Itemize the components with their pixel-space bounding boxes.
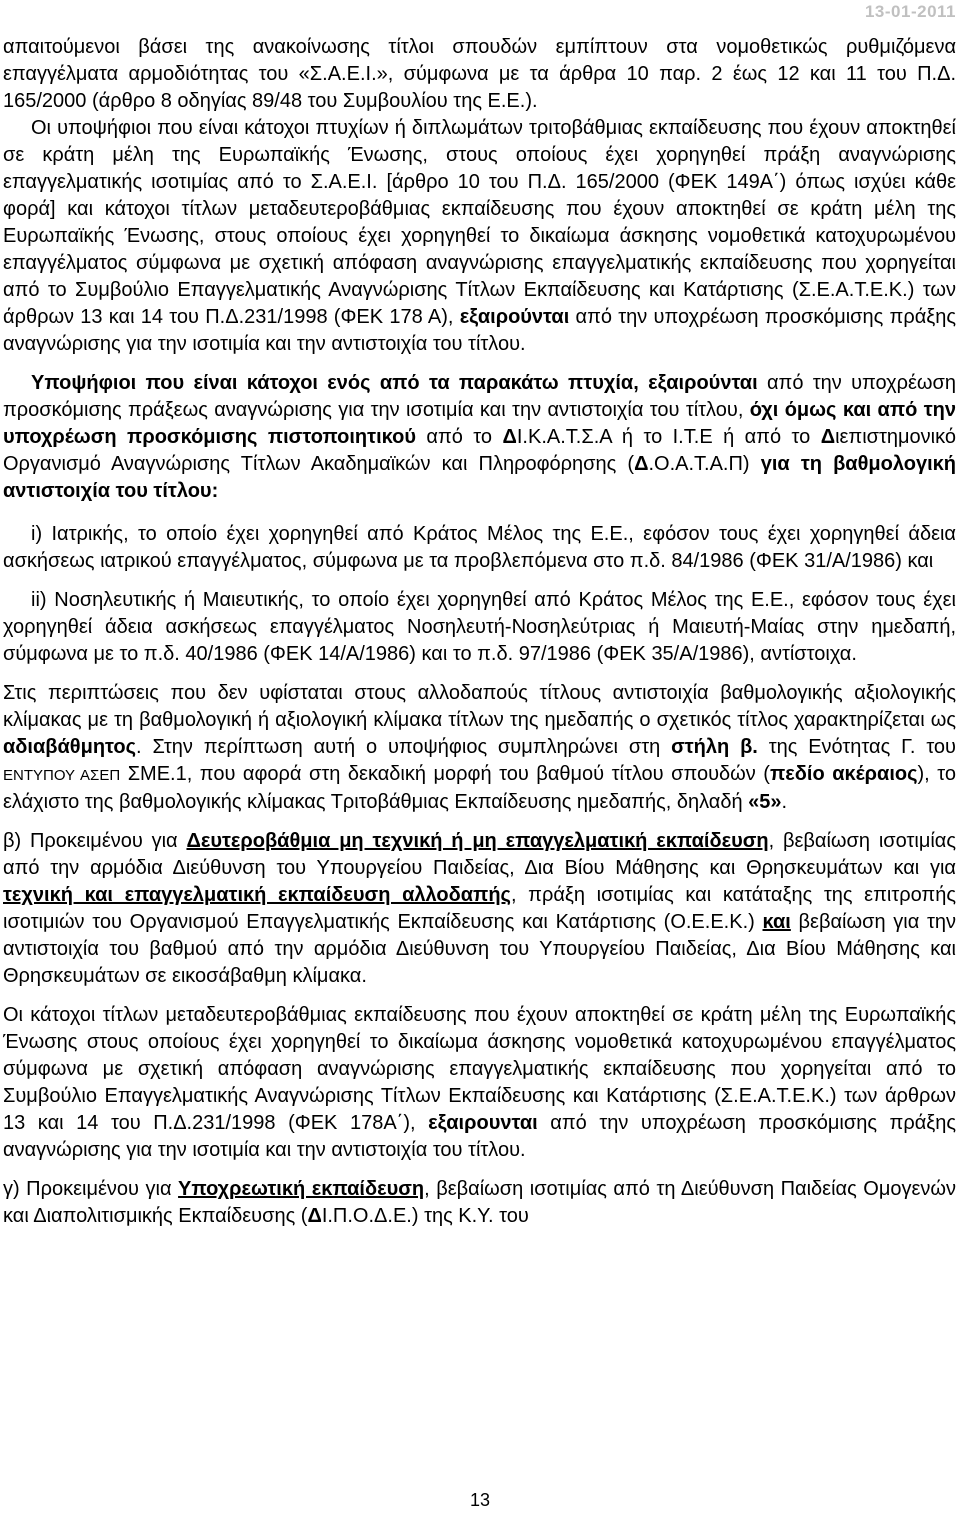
emphasis-text: τεχνική και επαγγελματική εκπαίδευση αλλοδαπής: [3, 884, 511, 906]
list-item-text: ii) Νοσηλευτικής ή Μαιευτικής, το οποίο έχει χορηγηθεί από Κράτος Μέλος της Ε.Ε., εφόσον τους έχει χορηγηθεί άδεια ασκήσεως επαγγέλματος Νοσηλευτή-Νοσηλεύτριας ή Μαιευτή-Μαίας στην ημεδαπή, σύμφωνα με το π.δ. 40/1986 (ΦΕΚ 14/Α/1986) και το π.δ. 97/1986 (ΦΕΚ 35/Α/1986), αντίστοιχα.: [3, 589, 956, 665]
paragraph-text: της Ενότητας Γ. του: [757, 736, 956, 758]
emphasis-text: «5»: [748, 791, 782, 813]
emphasis-text: Δ: [307, 1205, 322, 1227]
header-date: 13-01-2011: [864, 2, 956, 21]
paragraph-exempt-degrees: [3, 370, 956, 505]
emphasis-text: Δευτεροβάθμια μη τεχνική ή μη επαγγελματική εκπαίδευση: [186, 830, 769, 852]
paragraph-text: , βεβαίωση ισοτιμίας από τη Διεύθυνση Παιδείας Ομογενών και Διαπολιτισμικής Εκπαίδευσης (: [3, 1178, 956, 1227]
paragraph-ungraded-titles: [3, 680, 956, 816]
paragraph-text: από την υποχρέωση προσκόμισης πράξης αναγνώρισης για την ισοτιμία και την αντιστοιχία του τίτλου.: [3, 1112, 956, 1161]
paragraph-text: Στις περιπτώσεις που δεν υφίσταται στους αλλοδαπούς τίτλους αντιστοιχία βαθμολογικής αξιολογικής κλίμακας με τη βαθμολογική ή αξιολογική κλίμακα τίτλων της ημεδαπής ο σχετικός τίτλος χαρακτηρίζεται ως: [3, 682, 956, 731]
page-number: 13: [469, 1490, 491, 1510]
paragraph-text: ιεπιστημονικό Οργανισμό Αναγνώρισης Τίτλων Ακαδημαϊκών και Πληροφόρησης (: [3, 426, 956, 475]
emphasis-text: Δ: [634, 453, 649, 475]
paragraph-text: , βεβαίωση ισοτιμίας από την αρμόδια Διεύθυνση του Υπουργείου Παιδείας, Δια Βίου Μάθησης και Θρησκευμάτων και για: [3, 830, 956, 879]
paragraph-text: απαιτούμενοι βάσει της ανακοίνωσης τίτλοι σπουδών εμπίπτουν στα νομοθετικώς ρυθμιζόμενα επαγγέλματα αρμοδιότητας του «Σ.Α.Ε.Ι.», σύμφωνα με τα άρθρα 10 παρ. 2 έως 12 και 11 του Π.Δ. 165/2000 (άρθρο 8 οδηγίας 89/48 του Συμβουλίου της Ε.Ε.).: [3, 36, 956, 112]
paragraph-text: Ι.Κ.Α.Τ.Σ.Α ή το Ι.Τ.Ε ή από το: [516, 426, 821, 448]
list-item-medicine: [3, 521, 956, 575]
paragraph-text: Οι κάτοχοι τίτλων μεταδευτεροβάθμιας εκπαίδευσης που έχουν αποκτηθεί σε κράτη μέλη της Ευρωπαϊκής Ένωσης στους οποίους έχει χορηγηθεί το δικαίωμα άσκησης νομοθετικά κατοχυρωμένου επαγγέλματος σύμφωνα με σχετική απόφαση αναγνώρισης επαγγελματικής εκπαίδευσης που χορηγείται από το Συμβούλιο Επαγγελματικής Αναγνώρισης Τίτλων Εκπαίδευσης και Κατάρτισης (Σ.Ε.Α.Τ.Ε.Κ.) των άρθρων 13 και 14 του Π.Δ.231/1998 (ΦΕΚ 178Α΄),: [3, 1004, 956, 1134]
paragraph-text: .: [781, 791, 788, 813]
emphasis-text: Δ: [502, 426, 517, 448]
paragraph-compulsory-education: [3, 1176, 956, 1230]
paragraph-text: .Ο.Α.Τ.Α.Π): [648, 453, 761, 475]
paragraph-eu-degree-holders: [3, 115, 956, 358]
emphasis-text: Υποχρεωτική εκπαίδευση: [178, 1178, 425, 1200]
paragraph-text: β) Προκειμένου για: [3, 830, 187, 852]
paragraph-text: . Στην περίπτωση αυτή ο υποψήφιος συμπληρώνει στη: [136, 736, 672, 758]
list-item-nursing: [3, 587, 956, 668]
emphasis-text: αδιαβάθμητος: [3, 736, 137, 758]
emphasis-text: εξαιρουνται: [428, 1112, 538, 1134]
emphasis-text: πεδίο ακέραιος: [769, 763, 918, 785]
emphasis-text: όχι όμως και από την υποχρέωση προσκόμισης πιστοποιητικού: [3, 399, 957, 448]
document-body: [3, 34, 956, 1230]
paragraph-secondary-education: [3, 828, 956, 990]
paragraph-text: από την υποχρέωση προσκόμισης πράξης αναγνώρισης για την ισοτιμία και την αντιστοιχία του τίτλου.: [3, 306, 956, 355]
paragraph-text: , πράξη ισοτιμίας και κατάταξης της επιτροπής ισοτιμιών του Οργανισμού Επαγγελματικής Εκπαίδευσης και Κατάρτισης (Ο.Ε.Ε.Κ.): [3, 884, 956, 933]
paragraph-intro: [3, 34, 956, 115]
paragraph-text: Οι υποψήφιοι που είναι κάτοχοι πτυχίων ή διπλωμάτων τριτοβάθμιας εκπαίδευσης που έχουν αποκτηθεί σε κράτη μέλη της Ευρωπαϊκής Ένωσης, στους οποίους έχει χορηγηθεί πράξη αναγνώρισης επαγγελματικής ισοτιμίας από το Σ.Α.Ε.Ι. [άρθρο 10 του Π.Δ. 165/2000 (ΦΕΚ 149Α΄) όπως ισχύει κάθε φορά] και κάτοχοι τίτλων μεταδευτεροβάθμιας εκπαίδευσης που έχουν αποκτηθεί σε κράτη μέλη της Ευρωπαϊκής Ένωσης, στους οποίους έχει χορηγηθεί το δικαίωμα άσκησης νομοθετικά κατοχυρωμένου επαγγέλματος σύμφωνα με σχετική απόφαση αναγνώρισης επαγγελματικής εκπαίδευσης που χορηγείται από το Συμβούλιο Επαγγελματικής Αναγνώρισης Τίτλων Εκπαίδευσης και Κατάρτισης (Σ.Ε.Α.Τ.Ε.Κ.) των άρθρων 13 και 14 του Π.Δ.231/1998 (ΦΕΚ 178 Α),: [3, 117, 956, 328]
paragraph-text: βεβαίωση για την αντιστοιχία του βαθμού από την αρμόδια Διεύθυνση του Υπουργείου Παιδείας, Δια Βίου Μάθησης και Θρησκευμάτων σε εικοσάβαθμη κλίμακα.: [3, 911, 957, 987]
emphasis-text: Δ: [820, 426, 836, 448]
paragraph-text: ΣΜΕ.1, που αφορά στη δεκαδική μορφή του βαθμού τίτλου σπουδών (: [120, 763, 770, 785]
paragraph-text: ), το ελάχιστο της βαθμολογικής κλίμακας Τριτοβάθμιας Εκπαίδευσης ημεδαπής, δηλαδή: [3, 763, 956, 813]
list-item-text: i) Ιατρικής, το οποίο έχει χορηγηθεί από Κράτος Μέλος της Ε.Ε., εφόσον τους έχει χορηγηθεί άδεια ασκήσεως ιατρικού επαγγέλματος, σύμφωνα με τα προβλεπόμενα στο π.δ. 84/1986 (ΦΕΚ 31/Α/1986) και: [3, 523, 956, 572]
form-name-text: ΕΝΤΥΠΟΥ ΑΣΕΠ: [3, 767, 121, 784]
emphasis-text: Υποψήφιοι που είναι κάτοχοι ενός από τα παρακάτω πτυχία, εξαιρούνται: [31, 372, 758, 394]
emphasis-text: για τη βαθμολογική αντιστοιχία του τίτλου:: [3, 453, 957, 502]
paragraph-text: από την υποχρέωση προσκόμισης πράξεως αναγνώρισης για την ισοτιμία και την αντιστοιχία του τίτλου,: [3, 372, 956, 421]
paragraph-text: από το: [415, 426, 503, 448]
paragraph-text: Ι.Π.Ο.Δ.Ε.) της Κ.Υ. του: [321, 1205, 529, 1227]
emphasis-text: και: [762, 911, 791, 933]
emphasis-text: εξαιρούνται: [459, 306, 570, 328]
paragraph-text: γ) Προκειμένου για: [3, 1178, 179, 1200]
emphasis-text: στήλη β.: [671, 736, 758, 758]
paragraph-post-secondary-holders: [3, 1002, 956, 1164]
